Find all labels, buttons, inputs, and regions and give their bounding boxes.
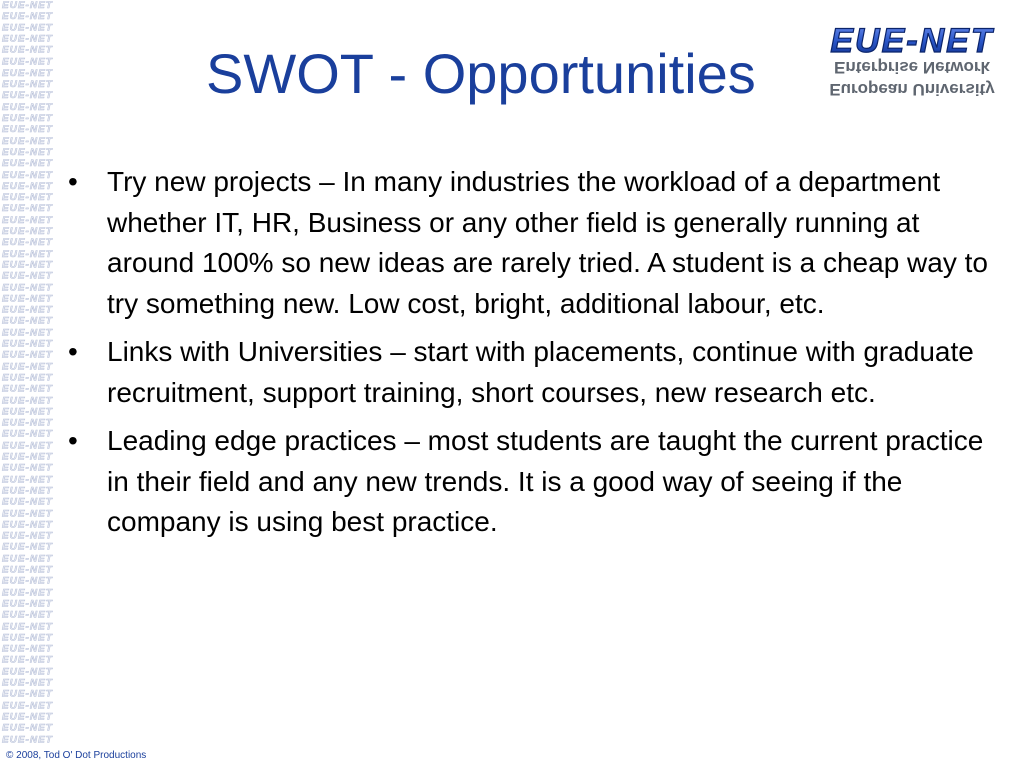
watermark-logo-text: EUE-NET xyxy=(2,215,53,226)
watermark-logo-text: EUE-NET xyxy=(2,294,53,305)
watermark-logo-text: EUE-NET xyxy=(2,633,53,644)
watermark-logo-text: EUE-NET xyxy=(2,226,53,237)
watermark-logo-text: EUE-NET xyxy=(2,475,53,486)
eue-net-logo xyxy=(820,22,1004,104)
watermark-logo-text: EUE-NET xyxy=(2,305,53,316)
slide-title: SWOT - Opportunities xyxy=(206,42,756,105)
bullet-item xyxy=(66,162,996,324)
watermark-logo-text: EUE-NET xyxy=(2,362,53,373)
watermark-logo-text: EUE-NET xyxy=(2,11,53,22)
logo-watermark-strip xyxy=(0,0,64,768)
watermark-logo-text: EUE-NET xyxy=(2,622,53,632)
logo-european-university: European University xyxy=(829,80,995,99)
bullet-item xyxy=(66,332,996,413)
watermark-logo-text: EUE-NET xyxy=(2,79,53,90)
watermark-logo-text: EUE-NET xyxy=(2,192,53,203)
bullet-text: Links with Universities – start with placements, continue with graduate recruitment, support training, short courses, new research etc. xyxy=(107,336,974,408)
watermark-logo-text: EUE-NET xyxy=(2,689,53,700)
copyright-footer: © 2008, Tod O' Dot Productions xyxy=(6,750,147,761)
watermark-logo-text: EUE-NET xyxy=(2,701,53,712)
watermark-logo-text: EUE-NET xyxy=(2,576,53,587)
watermark-logo-text: EUE-NET xyxy=(2,34,53,45)
watermark-logo-text: EUE-NET xyxy=(2,452,53,463)
bullet-item xyxy=(66,421,996,543)
watermark-logo-text: EUE-NET xyxy=(2,0,53,11)
bullet-text: Try new projects – In many industries the workload of a department whether IT, HR, Business or any other field is generally running at around 100% so new ideas are rarely tried. A student is a cheap way to try something new. Low cost, bright, additional labour, etc. xyxy=(107,166,988,319)
watermark-logo-text: EUE-NET xyxy=(2,735,53,745)
watermark-logo-text: EUE-NET xyxy=(2,113,53,124)
watermark-logo-text: EUE-NET xyxy=(2,655,53,666)
watermark-logo-text: EUE-NET xyxy=(2,271,53,282)
watermark-logo-text: EUE-NET xyxy=(2,328,53,339)
watermark-logo-text: EUE-NET xyxy=(2,68,53,79)
watermark-logo-text: EUE-NET xyxy=(2,102,53,113)
watermark-logo-text: EUE-NET xyxy=(2,599,53,610)
watermark-logo-text: EUE-NET xyxy=(2,610,53,621)
watermark-logo-text: EUE-NET xyxy=(2,373,53,384)
watermark-logo-text: EUE-NET xyxy=(2,531,53,542)
watermark-logo-text: EUE-NET xyxy=(2,350,53,361)
watermark-logo-text: EUE-NET xyxy=(2,45,53,56)
watermark-logo-text: EUE-NET xyxy=(2,723,53,734)
watermark-logo-text: EUE-NET xyxy=(2,441,53,452)
watermark-logo-text: EUE-NET xyxy=(2,147,53,158)
watermark-logo-text: EUE-NET xyxy=(2,554,53,565)
watermark-logo-text: EUE-NET xyxy=(2,283,53,293)
watermark-logo-text: EUE-NET xyxy=(2,463,53,474)
bullet-glyph: • xyxy=(68,336,78,367)
watermark-logo-text: EUE-NET xyxy=(2,57,53,67)
watermark-logo-text: EUE-NET xyxy=(2,418,53,429)
watermark-logo-text: EUE-NET xyxy=(2,237,53,248)
watermark-logo-text: EUE-NET xyxy=(2,678,53,689)
watermark-logo-text: EUE-NET xyxy=(2,429,53,440)
watermark-logo-text: EUE-NET xyxy=(2,339,53,350)
watermark-logo-text: EUE-NET xyxy=(2,486,53,497)
eue-net-wordmark-icon xyxy=(820,22,1004,58)
watermark-logo-text: EUE-NET xyxy=(2,712,53,723)
watermark-logo-text: EUE-NET xyxy=(2,667,53,678)
watermark-logo-text: EUE-NET xyxy=(2,260,53,271)
watermark-logo-text: EUE-NET xyxy=(2,23,53,34)
bullet-text: Leading edge practices – most students are taught the current practice in their field and any new trends. It is a good way of seeing if the company is using best practice. xyxy=(107,425,984,537)
watermark-logo-text: EUE-NET xyxy=(2,520,53,531)
watermark-logo-text: EUE-NET xyxy=(2,316,53,327)
watermark-logo-text: EUE-NET xyxy=(2,170,53,180)
bullet-glyph: • xyxy=(68,425,78,456)
watermark-logo-text: EUE-NET xyxy=(2,203,53,214)
watermark-logo-text: EUE-NET xyxy=(2,497,53,508)
watermark-logo-text: EUE-NET xyxy=(2,509,53,519)
logo-enterprise-network: Enterprise Network xyxy=(834,58,990,77)
watermark-logo-text: EUE-NET xyxy=(2,542,53,553)
watermark-logo-text: EUE-NET xyxy=(2,124,53,135)
watermark-logo-text: EUE-NET xyxy=(2,565,53,576)
watermark-logo-text: EUE-NET xyxy=(2,384,53,395)
watermark-logo-text: EUE-NET xyxy=(2,407,53,418)
watermark-logo-text: EUE-NET xyxy=(2,396,53,406)
watermark-logo-text: EUE-NET xyxy=(2,588,53,599)
watermark-logo-text: EUE-NET xyxy=(2,136,53,147)
bullet-glyph: • xyxy=(68,166,78,197)
watermark-logo-text: EUE-NET xyxy=(2,90,53,101)
watermark-logo-text: EUE-NET xyxy=(2,158,53,169)
watermark-logo-text: EUE-NET xyxy=(2,249,53,260)
logo-wordmark: EUE-NET xyxy=(830,22,994,58)
watermark-logo-text: EUE-NET xyxy=(2,644,53,655)
bullet-list xyxy=(66,162,996,551)
watermark-logo-text: EUE-NET xyxy=(2,181,53,192)
